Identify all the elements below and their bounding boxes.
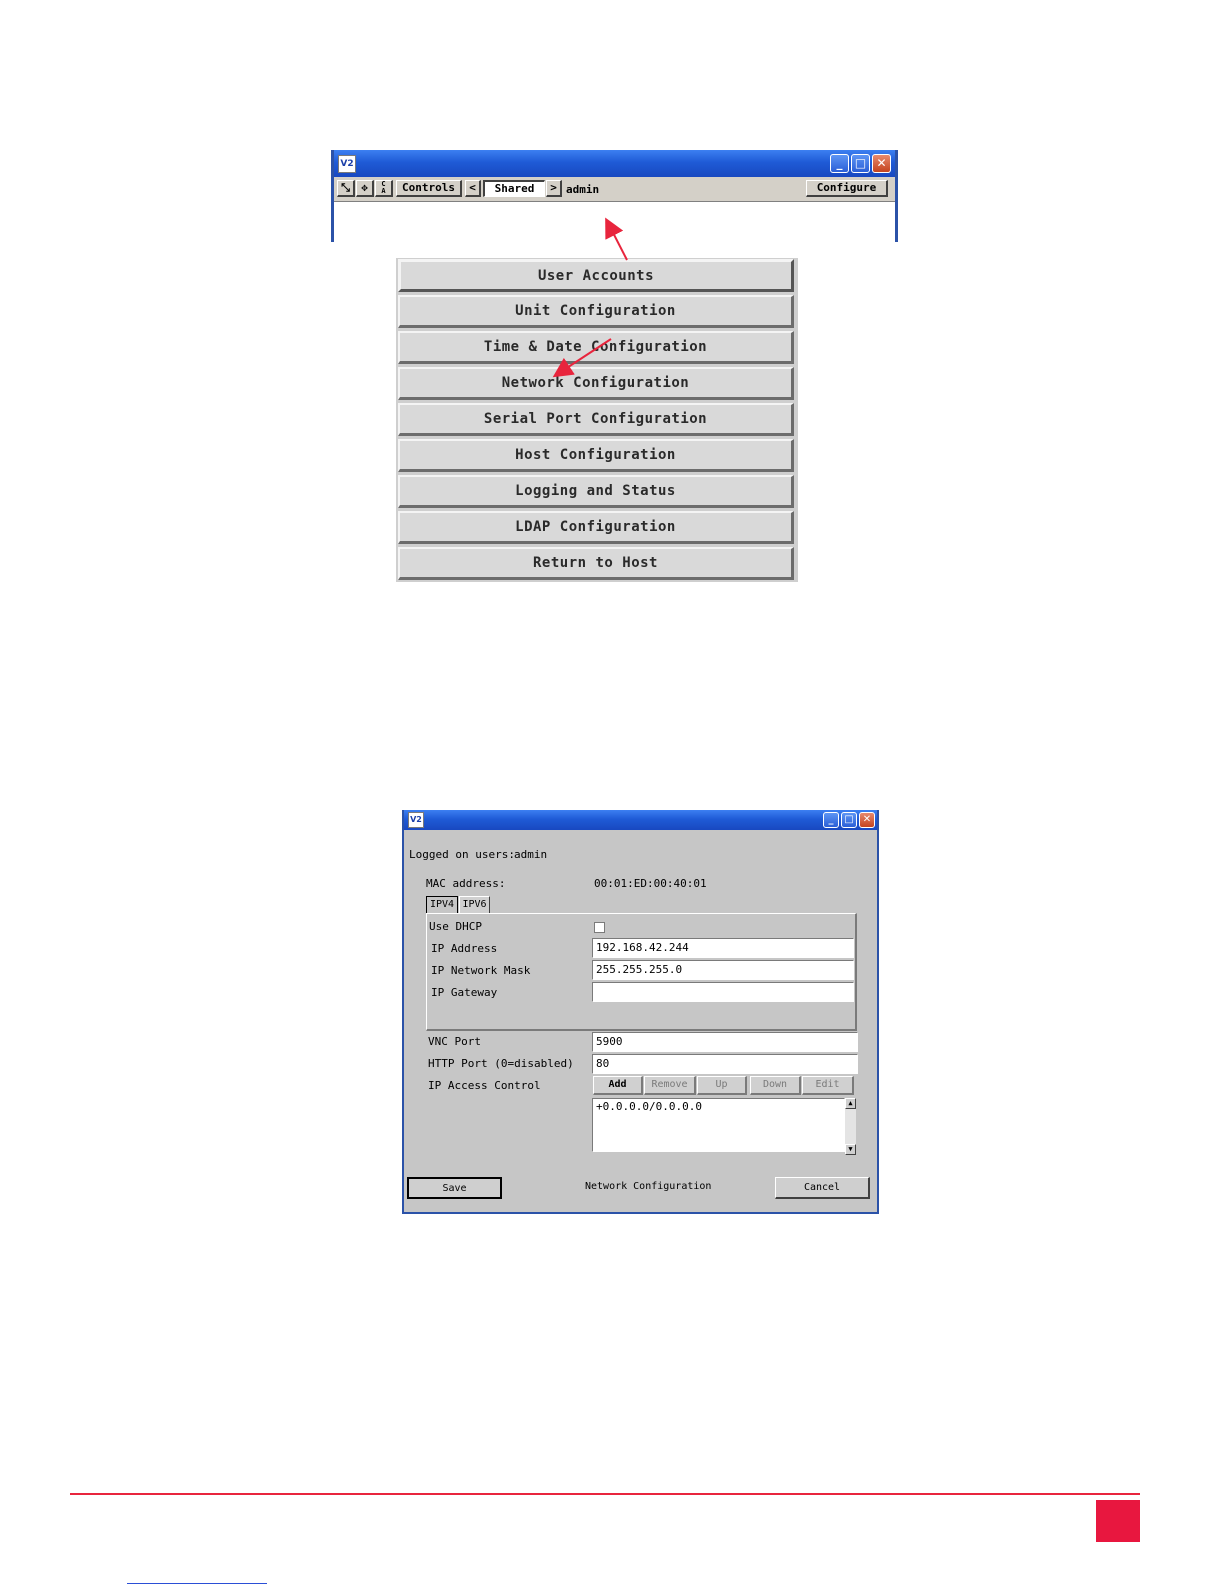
menu-item-serial-port-configuration[interactable]: Serial Port Configuration [398,403,794,436]
scroll-down-icon[interactable]: ▼ [845,1144,856,1155]
arrow-to-configure [607,221,627,260]
scroll-up-icon[interactable]: ▲ [845,1098,856,1109]
next-button[interactable]: > [546,180,562,197]
close-icon[interactable]: ✕ [859,812,875,828]
footer-divider [70,1493,1140,1495]
menu-item-return-to-host[interactable]: Return to Host [398,547,794,580]
use-dhcp-checkbox[interactable] [594,922,605,933]
down-button[interactable]: Down [750,1076,801,1095]
app-logo-icon: V2 [408,812,424,828]
vnc-port-input[interactable]: 5900 [592,1032,858,1052]
add-button[interactable]: Add [593,1076,643,1095]
menu-item-ldap-configuration[interactable]: LDAP Configuration [398,511,794,544]
mac-address-label: MAC address: [426,877,506,890]
app-logo-icon: V2 [338,155,356,173]
close-icon[interactable]: ✕ [872,154,891,173]
maximize-icon[interactable]: □ [851,154,870,173]
page-number-badge [1096,1500,1140,1542]
user-name: admin [566,183,600,196]
minimize-icon[interactable]: _ [830,154,849,173]
arrow-to-network-configuration [556,339,611,375]
menu-item-unit-configuration[interactable]: Unit Configuration [398,295,794,328]
share-mode-field[interactable]: Shared [483,180,545,197]
up-button[interactable]: Up [697,1076,747,1095]
vnc-port-label: VNC Port [428,1035,481,1048]
remove-button[interactable]: Remove [644,1076,696,1095]
logged-on-users: admin [514,848,548,861]
edit-button[interactable]: Edit [802,1076,854,1095]
ip-access-scrollbar[interactable] [845,1098,856,1155]
move-icon[interactable]: ✥ [356,180,374,197]
menu-item-logging-and-status[interactable]: Logging and Status [398,475,794,508]
controls-button[interactable]: Controls [396,180,462,197]
menu-item-time-date-configuration[interactable]: Time & Date Configuration [398,331,794,364]
mac-address-value: 00:01:ED:00:40:01 [594,877,707,890]
tab-ipv6[interactable]: IPV6 [459,896,490,913]
menu-item-network-configuration[interactable]: Network Configuration [398,367,794,400]
ip-address-label: IP Address [431,942,498,955]
scale-icon[interactable]: ⤡ [337,180,355,197]
ip-access-list[interactable] [592,1098,845,1152]
use-dhcp-label: Use DHCP [429,920,482,933]
maximize-icon[interactable]: □ [841,812,857,828]
network-configuration-window [402,810,879,1214]
logged-on-label: Logged on users: [409,848,515,861]
cancel-button[interactable]: Cancel [775,1177,870,1199]
http-port-label: HTTP Port (0=disabled) [428,1057,574,1070]
save-button[interactable]: Save [407,1177,502,1199]
tab-ipv4[interactable]: IPV4 [426,896,458,914]
minimize-icon[interactable]: _ [823,812,839,828]
footer-link-underline[interactable] [127,1583,267,1584]
netmask-input[interactable]: 255.255.255.0 [592,960,854,980]
menu-item-user-accounts[interactable]: User Accounts [398,259,794,292]
ctrl-alt-del-icon[interactable]: C A [375,180,393,197]
gateway-input[interactable] [592,982,854,1002]
ip-access-control-label: IP Access Control [428,1079,541,1092]
list-item[interactable]: +0.0.0.0/0.0.0.0 [596,1100,702,1113]
title-bar [404,810,877,830]
http-port-input[interactable]: 80 [592,1054,858,1074]
menu-item-host-configuration[interactable]: Host Configuration [398,439,794,472]
configure-button[interactable]: Configure [806,180,888,197]
gateway-label: IP Gateway [431,986,498,999]
ip-address-input[interactable]: 192.168.42.244 [592,938,854,958]
previous-button[interactable]: < [465,180,481,197]
status-title: Network Configuration [585,1181,712,1192]
netmask-label: IP Network Mask [431,964,531,977]
